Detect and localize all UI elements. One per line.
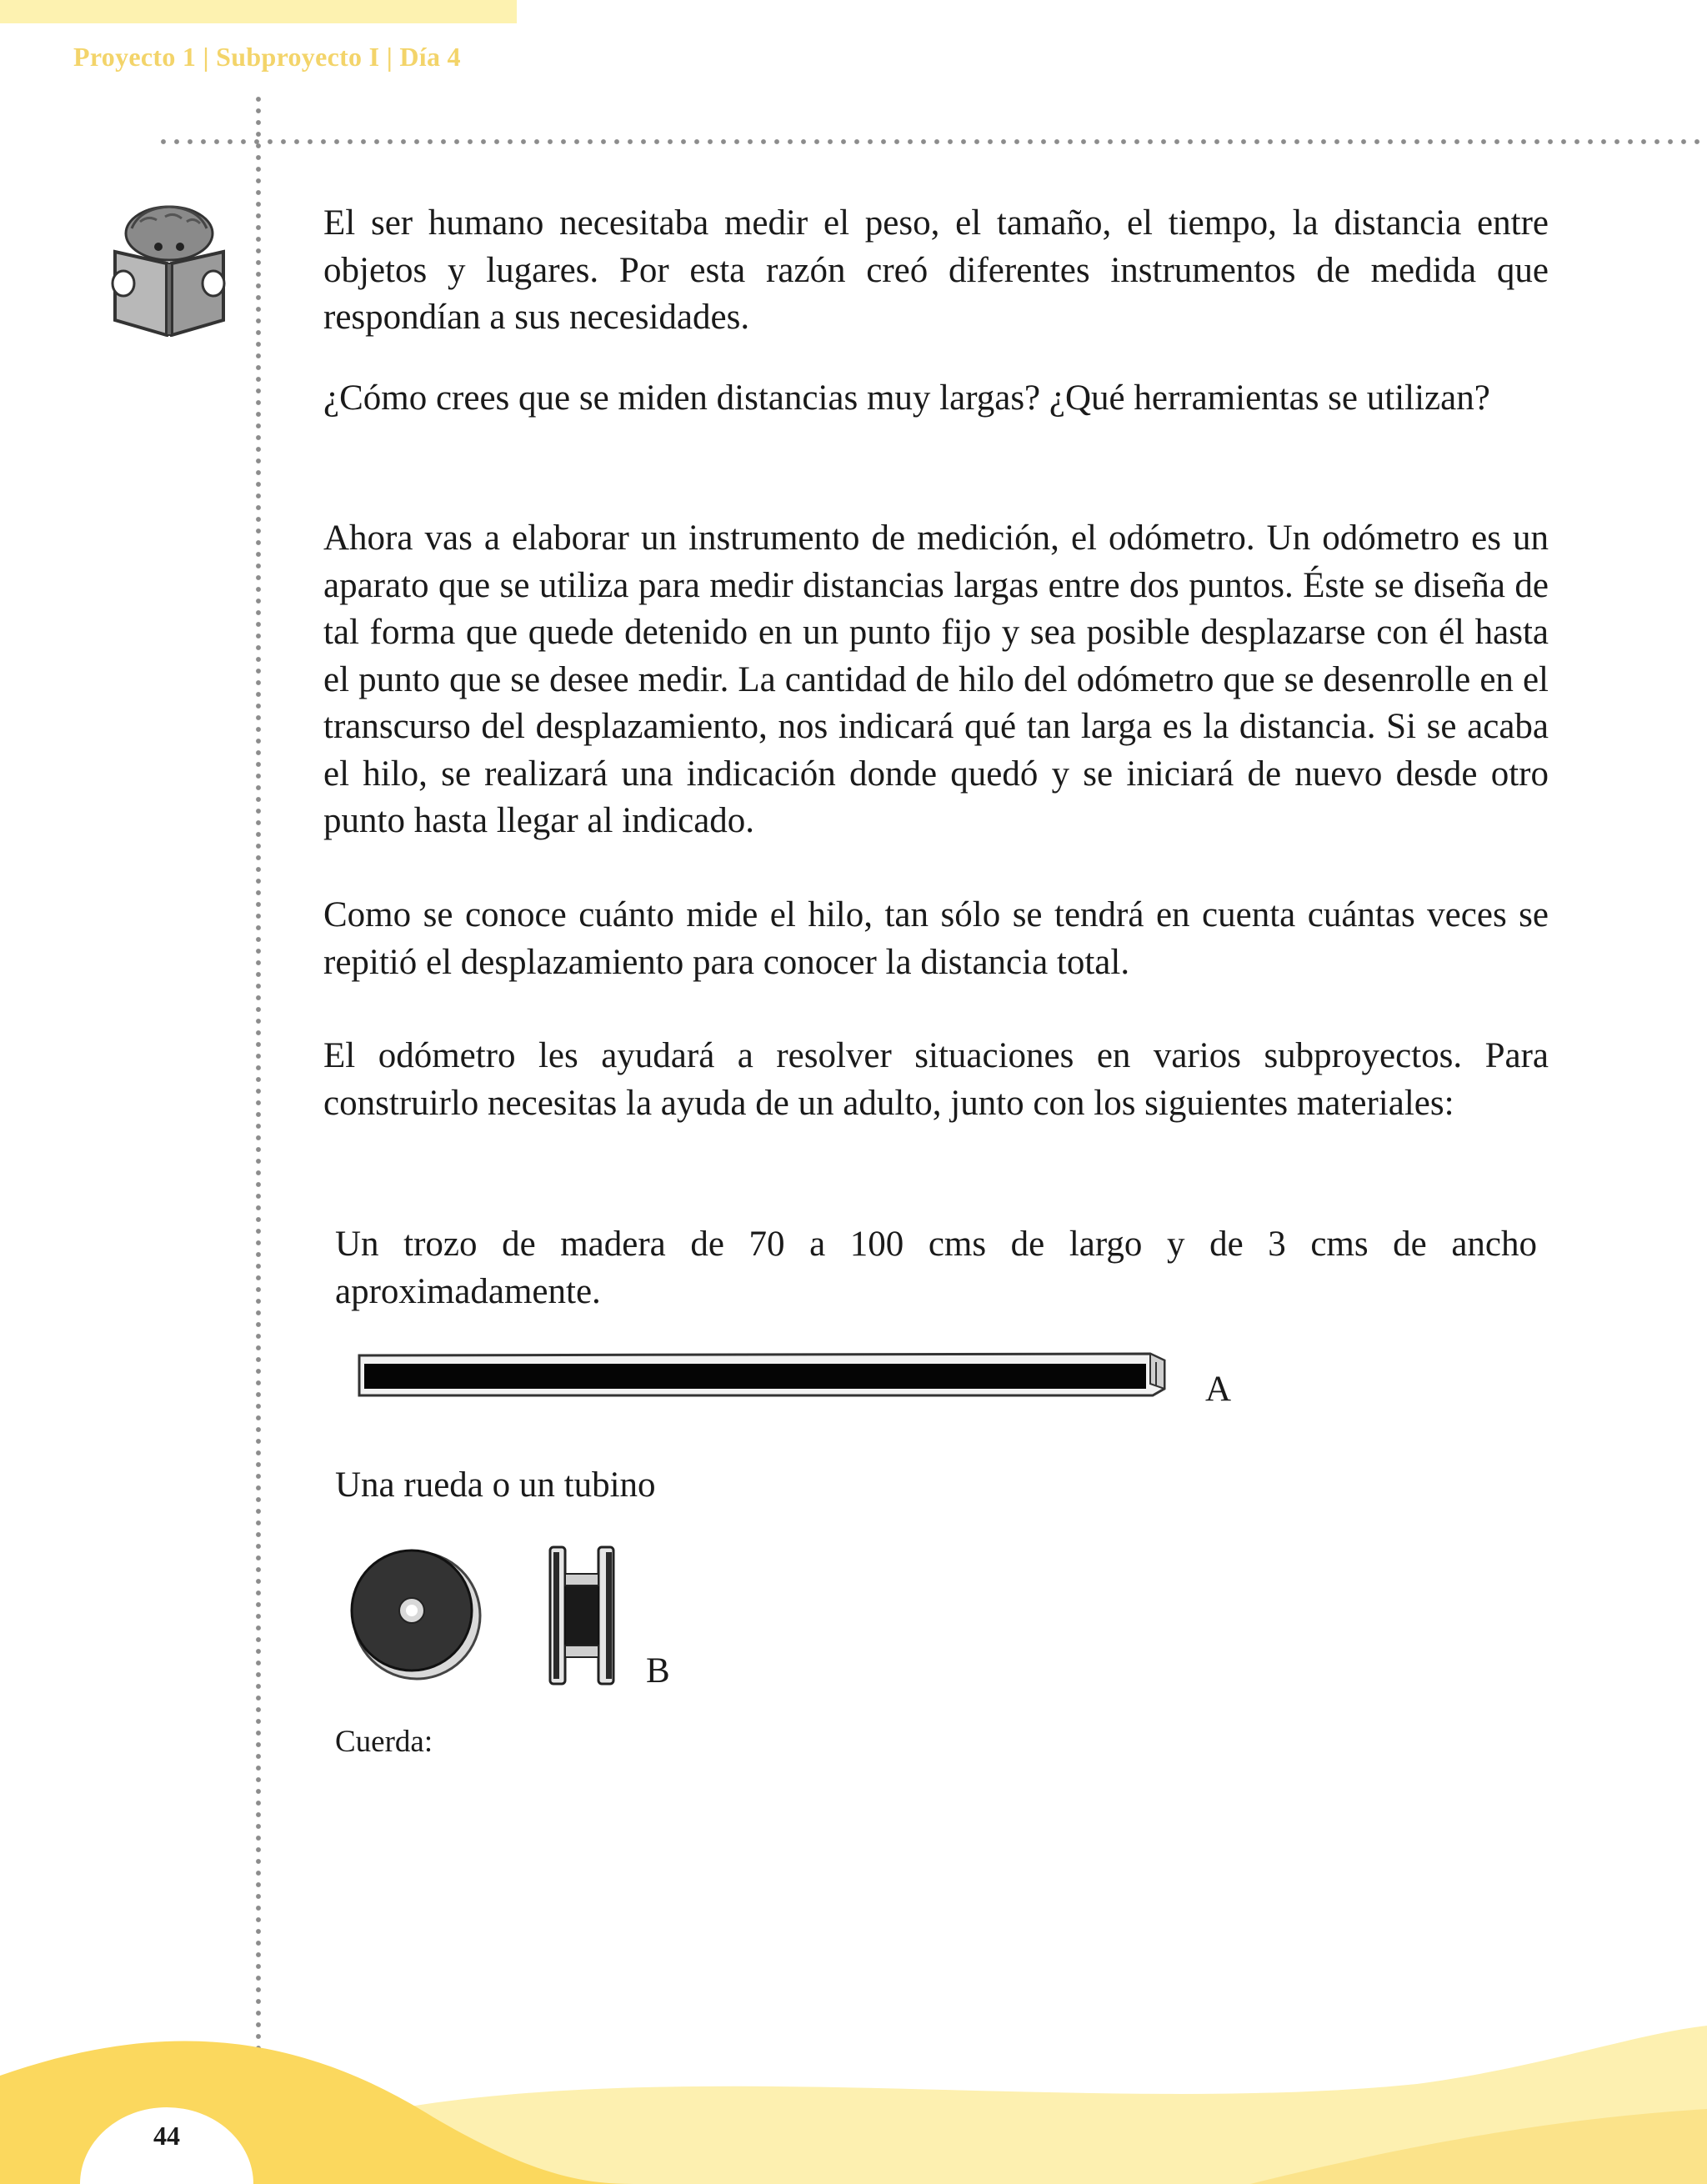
wood-stick-illustration xyxy=(354,1349,1171,1399)
cord-material-text: Cuerda: xyxy=(335,1725,433,1759)
intro-paragraph: El ser humano necesitaba medir el peso, el tamaño, el tiempo, la distancia entre objetos y lugares. Por esta razón creó diferentes instrumentos de medida que respondían a sus necesidades. xyxy=(323,203,1549,337)
page-number: 44 xyxy=(153,2121,180,2151)
child-reading-book-icon xyxy=(107,203,232,337)
wood-material-text: Un trozo de madera de 70 a 100 cms de largo y de 3 cms de ancho aproximadamente. xyxy=(335,1225,1537,1311)
dotted-divider-horizontal xyxy=(157,138,1707,145)
question-paragraph: ¿Cómo crees que se miden distancias muy largas? ¿Qué herramientas se utilizan? xyxy=(323,378,1490,418)
figure-label-b: B xyxy=(646,1651,670,1691)
header-accent-bar xyxy=(0,0,517,23)
odometer-description-paragraph: Ahora vas a elaborar un instrumento de medición, el odómetro. Un odómetro es un aparato que se utiliza para medir distancias largas entre dos puntos. Éste se diseña de tal forma que quede detenido en un punto fijo y sea posible desplazarse con él hasta el punto que se desee medir. La cantidad de hilo del odómetro que se desenrolle en el transcurso del desplazamiento, nos indicará qué tan larga es la distancia. Si se acaba el hilo, se realizará una indicación donde quedó y se iniciará de nuevo desde otro punto hasta llegar al indicado. xyxy=(323,518,1549,840)
decorative-bottom-wave xyxy=(0,2017,1707,2184)
dotted-divider-vertical xyxy=(255,93,262,2069)
spool-illustration xyxy=(547,1544,622,1687)
materials-intro-paragraph: El odómetro les ayudará a resolver situaciones en varios subproyectos. Para construirlo necesitas la ayuda de un adulto, junto con los siguientes materiales: xyxy=(323,1036,1549,1123)
wheel-material-text: Una rueda o un tubino xyxy=(335,1465,656,1505)
running-head: Proyecto 1 | Subproyecto I | Día 4 xyxy=(73,42,461,72)
figure-label-a: A xyxy=(1205,1370,1232,1409)
total-distance-paragraph: Como se conoce cuánto mide el hilo, tan sólo se tendrá en cuenta cuántas veces se repitió el desplazamiento para conocer la distancia total. xyxy=(323,895,1549,982)
wheel-illustration xyxy=(345,1544,483,1682)
